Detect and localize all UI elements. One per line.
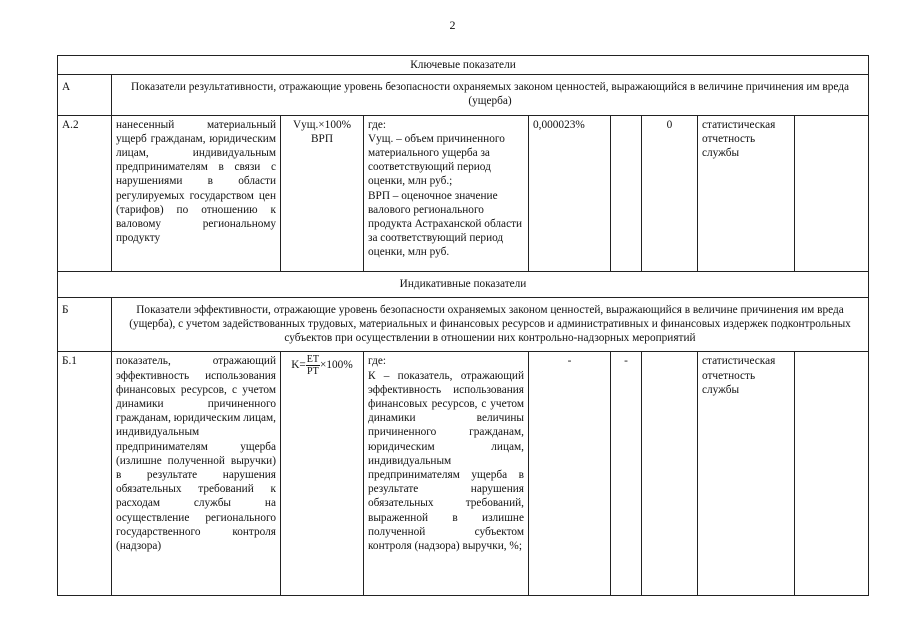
indicator-name: показатель, отражающий эффективность использования финансовых ресурсов, с учетом динамики причиненного гражданам, юридическим лицам, индивидуальным предпринимателям ущерба (излишне полученной выручки) в результате нарушения обязательных требований к расходам службы на осуществление регионального государственного контроля (надзора) <box>112 352 281 596</box>
formula-legend: где: К – показатель, отражающий эффективность использования финансовых ресурсов, с учетом динамики величины причиненного гражданам, юридическим лицам, индивидуальным предпринимателям ущерба в результате нарушения обязательных требований, выраженной в излишне полученной субъектом контроля (надзора) выручки, %; <box>364 352 529 596</box>
indicator-source: статистическая отчетность службы <box>698 352 795 596</box>
indicator-value: - <box>529 352 611 596</box>
indicator-target <box>642 352 698 596</box>
indicator-formula <box>281 352 364 596</box>
section-row-indicative <box>58 271 869 297</box>
table-row-b <box>58 297 869 352</box>
formula-multiplier: ×100% <box>320 359 353 372</box>
formula-k: K= <box>291 359 306 372</box>
row-code: А <box>58 75 112 115</box>
table-row-b1 <box>58 352 869 596</box>
section-row-key <box>58 56 869 75</box>
row-code: Б.1 <box>58 352 112 596</box>
indicator-col6 <box>611 115 642 271</box>
table-row-a2 <box>58 115 869 271</box>
indicator-formula <box>281 115 364 271</box>
indicator-target: 0 <box>642 115 698 271</box>
page-number: 2 <box>449 18 456 32</box>
formula-fraction <box>306 354 320 377</box>
indicator-col6: - <box>611 352 642 596</box>
indicator-col9 <box>795 115 869 271</box>
row-group-title: Показатели эффективности, отражающие уровень безопасности охраняемых законом ценностей, выражающийся в величине причинения им вреда (ущерба), с учетом задействованных трудовых, материальных и финансовых ресурсов и административных и финансовых издержек подконтрольных субъектов при осуществлении в отношении них контрольно-надзорных мероприятий <box>112 297 869 352</box>
row-code: Б <box>58 297 112 352</box>
section-title-key: Ключевые показатели <box>58 56 869 75</box>
row-group-title: Показатели результативности, отражающие уровень безопасности охраняемых законом ценностей, выражающийся в величине причинения им вреда (ущерба) <box>112 75 869 115</box>
table-row-a <box>58 75 869 115</box>
indicators-table <box>57 55 869 596</box>
indicator-name: нанесенный материальный ущерб гражданам, юридическим лицам, индивидуальным предпринимателям в связи с нарушениями в области регулируемых государством цен (тарифов) по отношению к валовому региональному продукту <box>112 115 281 271</box>
formula-numerator: Vущ.×100% <box>292 118 352 131</box>
row-code: А.2 <box>58 115 112 271</box>
section-title-indicative: Индикативные показатели <box>58 271 869 297</box>
indicator-source: статистическая отчетность службы <box>698 115 795 271</box>
formula-numerator: ЕТ <box>306 354 319 366</box>
formula-legend: где: Vущ. – объем причиненного материального ущерба за соответствующий период оценки, млн руб.; ВРП – оценочное значение валового регионального продукта Астраханской области за соответствующий период оценки, млн руб. <box>364 115 529 271</box>
indicator-col9 <box>795 352 869 596</box>
formula-denominator: РТ <box>306 366 319 378</box>
indicator-value: 0,000023% <box>529 115 611 271</box>
formula-denominator: ВРП <box>311 132 333 145</box>
